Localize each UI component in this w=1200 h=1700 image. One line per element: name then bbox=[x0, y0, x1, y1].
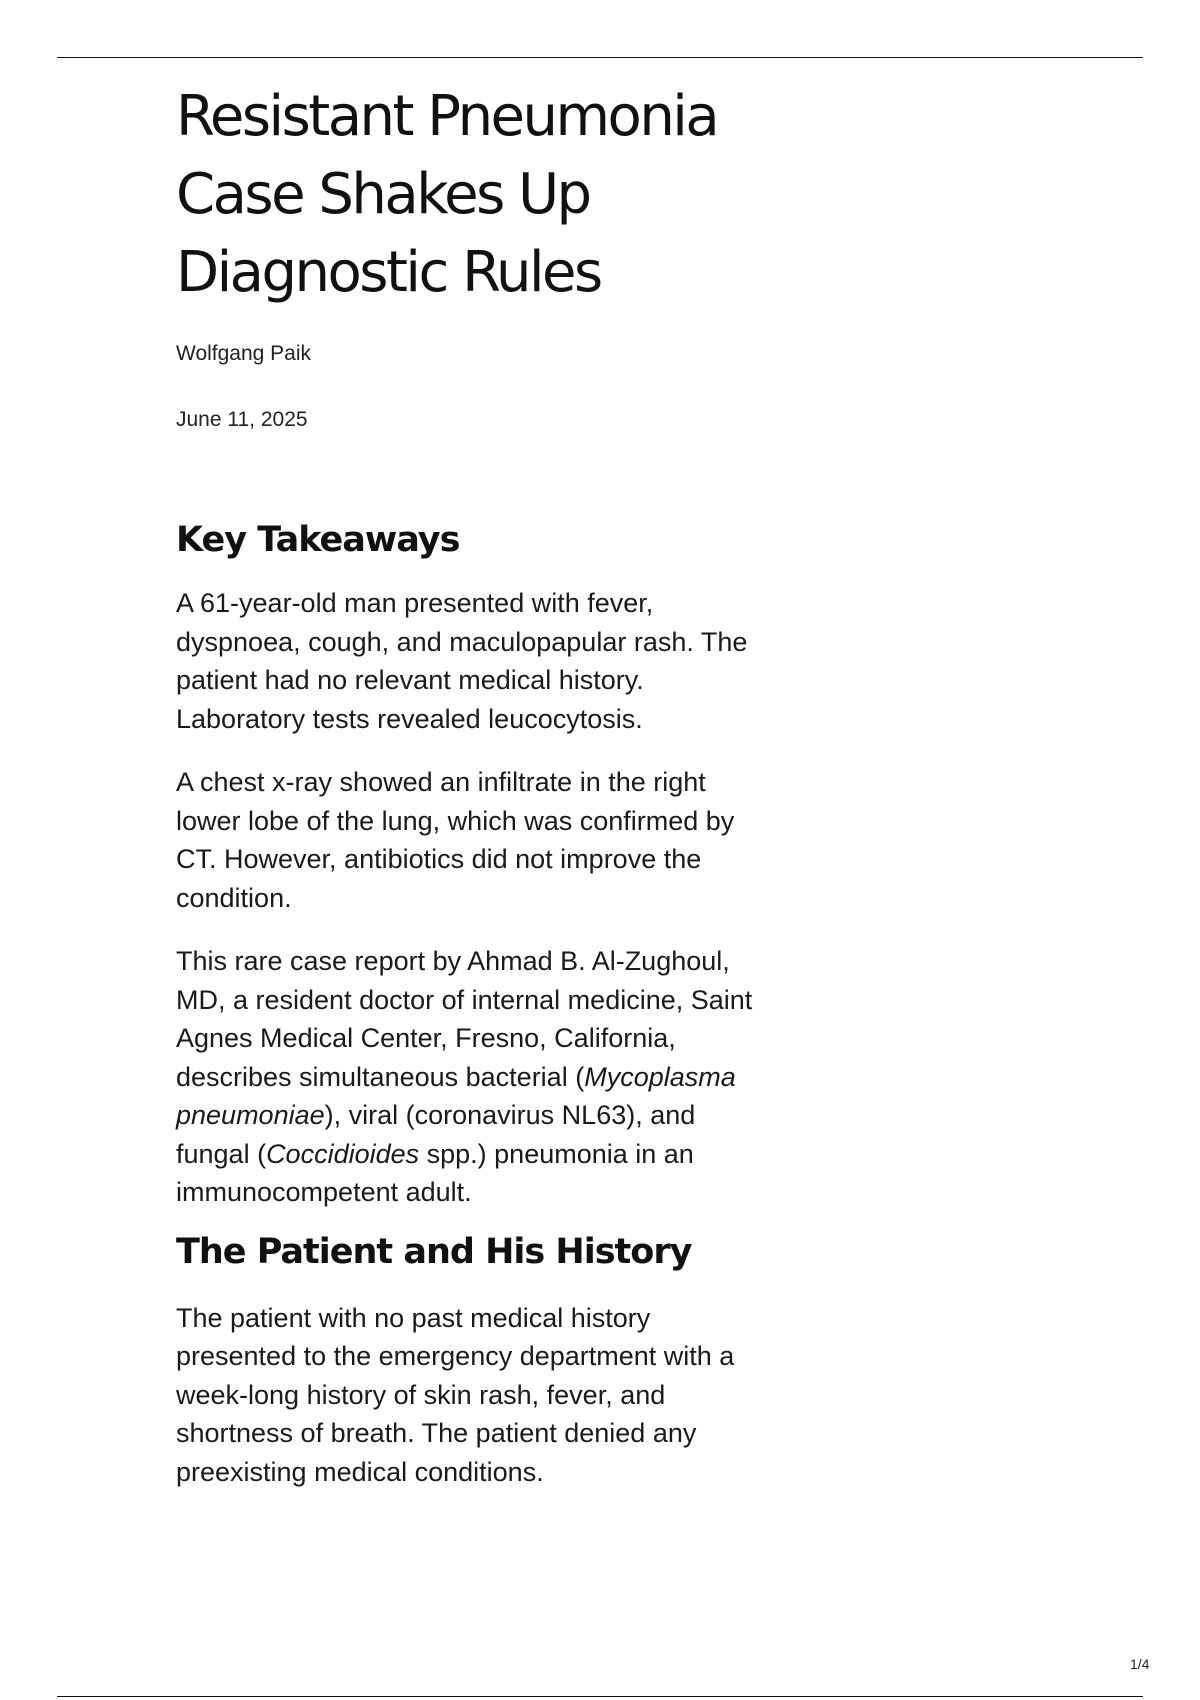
case-report-paragraph bbox=[176, 942, 776, 1212]
bottom-rule bbox=[57, 1696, 1143, 1697]
article-body bbox=[176, 515, 796, 1491]
organism-name-mycoplasma: Mycoplasma pneumoniae bbox=[176, 1061, 736, 1130]
title-line: Resistant Pneumonia bbox=[176, 84, 718, 149]
paragraph: A chest x-ray showed an infiltrate in the right lower lobe of the lung, which was confirmed by CT. However, antibiotics did not improve the condition. bbox=[176, 767, 735, 913]
title-line: Case Shakes Up bbox=[176, 162, 590, 227]
title-line: Diagnostic Rules bbox=[176, 240, 601, 305]
paragraph: A 61-year-old man presented with fever, dyspnoea, cough, and maculopapular rash. The patient had no relevant medical history. Laboratory tests revealed leucocytosis. bbox=[176, 588, 748, 734]
paragraph-text: spp.) pneumonia in an immunocompetent adult. bbox=[176, 1138, 694, 1207]
page-number: 1/4 bbox=[1130, 1656, 1150, 1672]
organism-name-coccidioides: Coccidioides bbox=[266, 1138, 420, 1169]
article-date: June 11, 2025 bbox=[176, 408, 308, 431]
section-heading-patient-history: The Patient and His History bbox=[176, 1231, 692, 1272]
article bbox=[176, 78, 796, 1487]
article-title bbox=[176, 78, 736, 312]
top-rule bbox=[57, 57, 1143, 58]
paragraph: The patient with no past medical history presented to the emergency department with a week-long history of skin rash, fever, and shortness of breath. The patient denied any preexisting medical conditions. bbox=[176, 1302, 735, 1487]
paragraph-text: This rare case report by Ahmad B. Al-Zughoul, MD, a resident doctor of internal medicine, Saint Agnes Medical Center, Fresno, California, describes simultaneous bacterial ( bbox=[176, 946, 753, 1092]
section-heading-key-takeaways: Key Takeaways bbox=[176, 520, 460, 560]
paragraph-text: ), viral (coronavirus NL63), and fungal ( bbox=[176, 1100, 696, 1169]
article-author: Wolfgang Paik bbox=[176, 342, 312, 365]
